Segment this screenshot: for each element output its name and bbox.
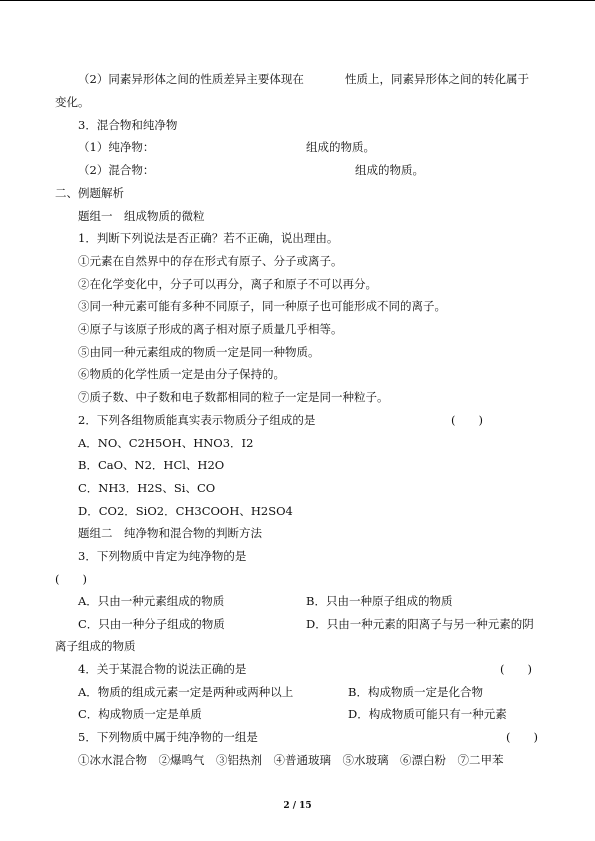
text-line: ⑤由同一种元素组成的物质一定是同一种物质。 xyxy=(78,345,320,359)
text-line: ⑥物质的化学性质一定是由分子保持的。 xyxy=(78,367,285,381)
text-line: A．物质的组成元素一定是两种或两种以上 xyxy=(78,685,294,699)
text-line: 组成的物质。 xyxy=(306,140,375,154)
text-line: C．NH3．H2S、Si、CO xyxy=(78,481,216,495)
text-line: A．NO、C2H5OH、HNO3．I2 xyxy=(78,436,254,450)
text-line: ⑦质子数、中子数和电子数都相同的粒子一定是同一种粒子。 xyxy=(78,390,389,404)
text-line: 组成的物质。 xyxy=(355,163,424,177)
text-line: 4．关于某混合物的说法正确的是 xyxy=(78,662,247,676)
text-line: 1．判断下列说法是否正确？若不正确，说出理由。 xyxy=(78,231,339,245)
text-line: D．只由一种元素的阳离子与另一种元素的阴 xyxy=(306,617,534,631)
text-line: 3．混合物和纯净物 xyxy=(78,118,178,132)
text-line: ( ) xyxy=(500,662,532,676)
text-line: D．CO2．SiO2．CH3COOH、H2SO4 xyxy=(78,504,293,518)
text-line: 变化。 xyxy=(55,95,90,109)
text-line: B．CaO、N2．HCl、H2O xyxy=(78,458,225,472)
text-line: ②在化学变化中，分子可以再分，离子和原子不可以再分。 xyxy=(78,277,377,291)
text-line: 2．下列各组物质能真实表示物质分子组成的是 xyxy=(78,413,316,427)
text-line: 5．下列物质中属于纯净物的一组是 xyxy=(78,730,258,744)
text-line: A．只由一种元素组成的物质 xyxy=(78,594,225,608)
text-line: ④原子与该原子形成的离子相对原子质量几乎相等。 xyxy=(78,322,343,336)
text-line: D．构成物质可能只有一种元素 xyxy=(348,707,507,721)
text-line: （1）纯净物： xyxy=(78,140,155,154)
text-line: C．只由一种分子组成的物质 xyxy=(78,617,225,631)
page-number: 2 / 15 xyxy=(283,801,312,811)
text-line: ①冰水混合物 ②爆鸣气 ③铝热剂 ④普通玻璃 ⑤水玻璃 ⑥漂白粉 ⑦二甲苯 xyxy=(78,753,504,767)
text-line: 3．下列物质中肯定为纯净物的是 xyxy=(78,549,247,563)
text-line: （2）同素异形体之间的性质差异主要体现在 xyxy=(78,72,304,86)
text-line: ( ) xyxy=(451,413,483,427)
text-line: 题组二 纯净物和混合物的判断方法 xyxy=(78,526,262,540)
text-line: 离子组成的物质 xyxy=(55,639,136,653)
text-line: C．构成物质一定是单质 xyxy=(78,707,202,721)
text-line: B．只由一种原子组成的物质 xyxy=(306,594,453,608)
text-line: B．构成物质一定是化合物 xyxy=(348,685,483,699)
text-line: 二、例题解析 xyxy=(55,186,124,200)
header-rule xyxy=(0,0,595,1)
text-line: ①元素在自然界中的存在形式有原子、分子或离子。 xyxy=(78,254,343,268)
text-line: 性质上，同素异形体之间的转化属于 xyxy=(345,72,529,86)
text-line: ③同一种元素可能有多种不同原子，同一种原子也可能形成不同的离子。 xyxy=(78,299,446,313)
text-line: 题组一 组成物质的微粒 xyxy=(78,209,205,223)
text-line: ( ) xyxy=(506,730,538,744)
text-line: （2）混合物： xyxy=(78,163,155,177)
text-line: ( ) xyxy=(55,572,87,586)
